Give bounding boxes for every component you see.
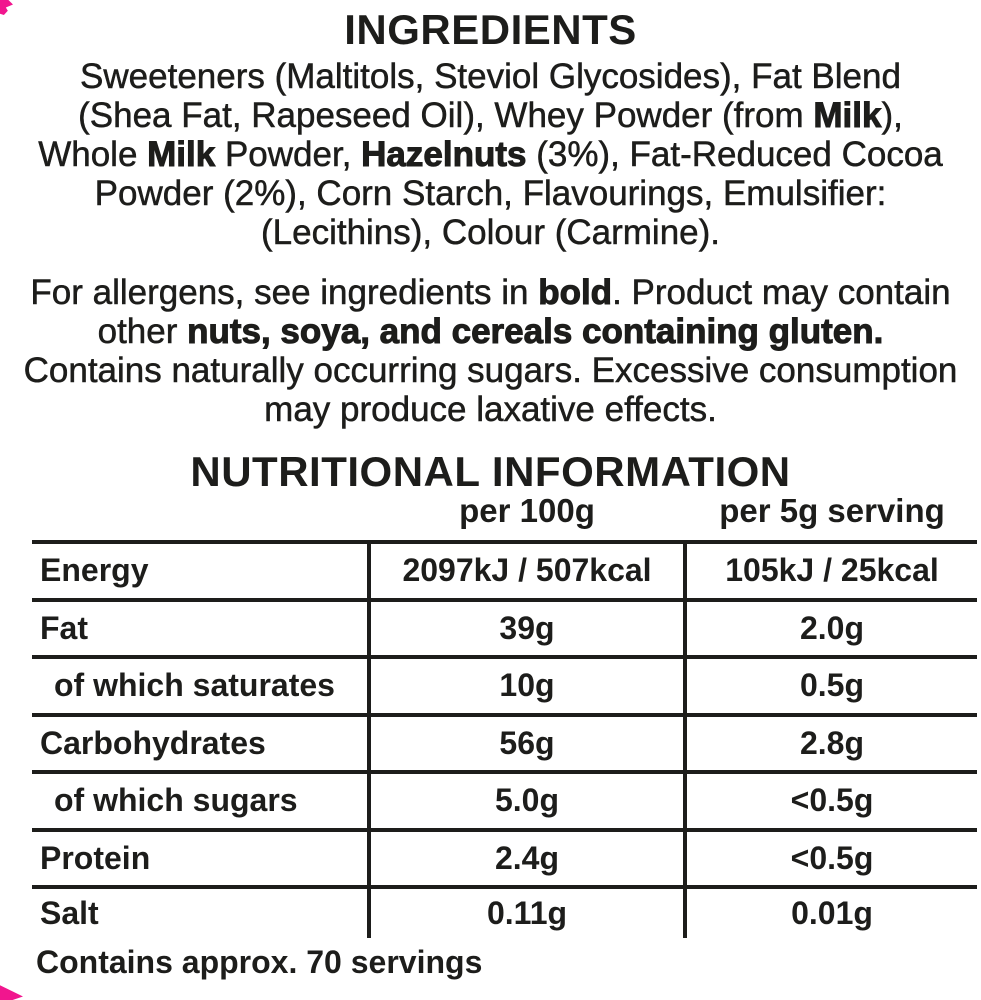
- table-row-fat: [32, 598, 977, 656]
- table-row-energy: [32, 540, 977, 598]
- value-per-serving: <0.5g: [683, 832, 977, 886]
- value-per-100g: 10g: [367, 659, 683, 713]
- value-per-serving: 0.01g: [683, 889, 977, 938]
- allergen-line-1a: For allergens, see ingredients in: [30, 273, 539, 312]
- value-per-serving: 0.5g: [683, 659, 977, 713]
- value-per-serving: 2.8g: [683, 717, 977, 771]
- table-row-salt: [32, 885, 977, 938]
- row-label: of which sugars: [54, 782, 298, 819]
- ingredients-title: INGREDIENTS: [344, 6, 637, 53]
- ingredients-line-2b: ),: [881, 96, 903, 135]
- ingredients-text: [0, 57, 981, 252]
- allergen-statement: [0, 273, 981, 429]
- row-label: Protein: [40, 839, 151, 876]
- ingredients-line-3b: Powder,: [215, 135, 362, 174]
- table-row-protein: [32, 828, 977, 886]
- allergen-word-milk-2: Milk: [147, 135, 216, 174]
- row-label: Energy: [40, 552, 149, 589]
- ingredients-line-2a: (Shea Fat, Rapeseed Oil), Whey Powder (from: [78, 96, 814, 135]
- allergen-line-3: Contains naturally occurring sugars. Excessive consumption: [23, 351, 958, 390]
- allergen-may-contain-list: nuts, soya, and cereals containing gluten.: [187, 312, 884, 351]
- value-per-100g: 2.4g: [367, 832, 683, 886]
- allergen-line-4: may produce laxative effects.: [264, 390, 717, 429]
- nutrition-table: [32, 540, 977, 938]
- column-header-per-100g: per 100g: [459, 492, 595, 529]
- value-per-serving: 105kJ / 25kcal: [683, 544, 977, 598]
- servings-note: Contains approx. 70 servings: [36, 944, 483, 980]
- allergen-line-1b: . Product may contain: [612, 273, 951, 312]
- value-per-100g: 0.11g: [367, 889, 683, 938]
- ingredients-line-3c: (3%), Fat-Reduced Cocoa: [526, 135, 943, 174]
- value-per-100g: 2097kJ / 507kcal: [367, 544, 683, 598]
- table-row-saturates: [32, 655, 977, 713]
- ingredients-line-5: (Lecithins), Colour (Carmine).: [260, 213, 721, 252]
- allergen-word-milk: Milk: [813, 96, 882, 135]
- allergen-word-hazelnuts: Hazelnuts: [361, 135, 527, 174]
- row-label: of which saturates: [54, 667, 335, 704]
- row-label: Salt: [40, 895, 99, 931]
- value-per-serving: 2.0g: [683, 602, 977, 656]
- value-per-100g: 39g: [367, 602, 683, 656]
- allergen-line-2a: other: [97, 312, 188, 351]
- allergen-word-bold: bold: [538, 273, 613, 312]
- row-label: Carbohydrates: [40, 724, 266, 761]
- value-per-100g: 5.0g: [367, 774, 683, 828]
- value-per-100g: 56g: [367, 717, 683, 771]
- ingredients-line-3a: Whole: [38, 135, 148, 174]
- packaging-pink-fragment-bottom: [0, 984, 23, 1000]
- table-row-carbohydrates: [32, 713, 977, 771]
- table-row-sugars: [32, 770, 977, 828]
- value-per-serving: <0.5g: [683, 774, 977, 828]
- ingredients-line-1: Sweeteners (Maltitols, Steviol Glycosides), Fat Blend: [80, 57, 901, 96]
- ingredients-line-4: Powder (2%), Corn Starch, Flavourings, Emulsifier:: [94, 174, 887, 213]
- nutritional-information-title: NUTRITIONAL INFORMATION: [190, 448, 791, 495]
- column-header-per-5g-serving: per 5g serving: [719, 492, 945, 529]
- row-label: Fat: [40, 609, 88, 646]
